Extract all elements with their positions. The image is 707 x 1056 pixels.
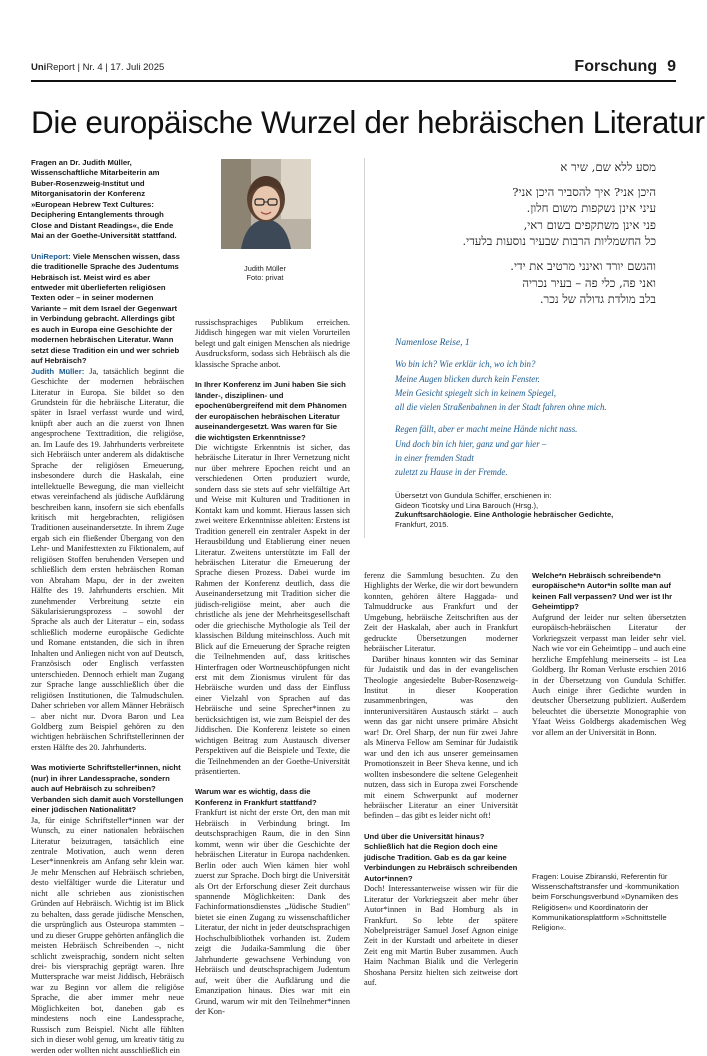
question-3: In Ihrer Konferenz im Juni haben Sie sich länder-, disziplinen- und epochenübergreifend mit dem Phänomen der europäischen hebräischen Literatur auseinandergesetzt. Was waren für Sie die wichtigsten Erkenntnisse? (195, 380, 347, 442)
answer-2: Ja, für einige Schriftsteller*innen war der Wunsch, zu einer nationalen hebräischen Literatur beizutragen, tatsächlich eine zentrale Motivation, auch wenn deren Leser*innenkreis am Anfang sehr klein war. Je mehr Menschen auf Hebräisch schrieben, desto vielfältiger wurde die Literatur und nicht alle schrieben aus zionistischen Gründen auf Hebräisch. Wichtig ist im Blick zu behalten, dass gerade jüdische Menschen, die ursprünglich aus Osteuropa stammten – und zu dieser Gruppe gehörten anfänglich die meisten Hebräisch Schreibenden –, nicht schlicht zweisprachig, sondern nicht selten drei- bis viersprachig geprägt waren. Ihre Muttersprache war meist Jiddisch, Hebräisch war zu Beginn vor allem die religiöse Sprache, die aber immer mehr neue Möglichkeiten bot, daneben gab es mindestens noch eine Landessprache, Russisch zum Beispiel. Nicht alle fühlten sich in dieser wohl genug, um kreativ tätig zu werden oder wollten nicht ausschließlich ein (31, 815, 184, 1055)
poem-line: Mein Gesicht spiegelt sich in keinem Spiegel, (395, 387, 556, 398)
credit-line-3: Zukunftsarchäologie. Eine Anthologie hebräischer Gedichte, (395, 510, 614, 520)
photo-credit: Foto: privat (246, 273, 284, 282)
answer-6: Aufgrund der leider nur selten übersetzten europäisch-hebräischen Literatur der Vorkriegszeit verpasst man leider sehr viel. Nach wie vor ein Geheimtipp – und auch eine herzliche Empfehlung meinerseits – ist Lea Goldberg. Ihr Roman Verluste erschien 2016 in der Übersetzung von Gundula Schiffer. Auch einige ihrer Gedichte wurden in deutscher Übersetzung publiziert. Außerdem beleuchtet die übersetzte Monographie von Yfaat Weiss Goldbergs akademischen Weg vor allem an der Universität in Bonn. (532, 612, 686, 737)
question-5: Und über die Universität hinaus? Schließlich hat die Region doch eine jüdische Tradition. Gab es da gar keine Verbindungen zu Hebräisch schreibenden Autor*innen? (364, 831, 518, 883)
credit-line-4: Frankfurt, 2015. (395, 519, 449, 529)
poem-line: in einer fremden Stadt (395, 453, 474, 464)
photo-caption (200, 264, 330, 282)
hebrew-line: ואני פה, כלי פה – בעיר נכריה (522, 275, 656, 290)
answer-3: Die wichtigste Erkenntnis ist sicher, das hebräische Literatur in Ihrer Vernetzung nicht nur über mehrere Epochen reicht und an verschiedenen Orten produziert wurde, sondern dass sie stets auf sehr vielfältige Art und Weise mit Kulturen und Traditionen in Kontakt kam und kommt. Hieraus lassen sich zwei weitere Erkenntnisse ableiten: Erstens ist Tradition generell ein zentraler Aspekt in der Herausbildung und Etablierung einer neuen Literatur. Zweitens unterstützte im Fall der hebräischen Literatur die Erneuerung der Sprache diesen Prozess. Dabei wurde im Rahmen der Konferenz deutlich, dass die Auseinandersetzung mit Tradition sicher die jüdisch-religiöse meint, aber auch die christliche als jene der Mehrheitsgesellschaft oder die griechische Mythologie als Teil der klassischen Bildung miteinschloss. Auch mit Blick auf die Erneuerung der Sprache reigten die Teilnehmenden auf, dass kritisches Hinterfragen oder Wortneuschöpfungen nicht erst mit dem Zionismus virulent für das Hebräische wurden und dass der Einfluss einer Vielzahl von Sprachen auf das Hebräische und seine Sprecher*innen zu berücksichtigen ist, wie zum Beispiel der des Jiddischen. Die Konferenz leistete so einen wichtigen Beitrag zum Austausch diverser Perspektiven auf die Beispiele und Texte, die die Teilnehmenden an der Goethe-Universität präsentierten. (195, 442, 351, 777)
hebrew-title: מסע ללא שם, שיר א (560, 160, 656, 174)
poem-line: zuletzt zu Hause in der Fremde. (395, 467, 508, 478)
hebrew-line: והגשם יורד ואינני מרטיב את ידי. (510, 258, 656, 273)
publication-info (31, 62, 164, 73)
question-4: Warum war es wichtig, dass die Konferenz in Frankfurt stattfand? (195, 787, 317, 807)
section-name: Forschung (574, 58, 658, 75)
page-header (31, 58, 676, 82)
column-4 (532, 571, 686, 738)
column-2 (195, 318, 350, 1017)
poem-line: Wo bin ich? Wie erklär ich, wo ich bin? (395, 359, 536, 370)
poem-line: Regen fällt, aber er macht meine Hände nicht nass. (395, 424, 578, 435)
german-poem (395, 336, 685, 480)
credit-line-2: Gideon Ticotsky und Lina Barouch (Hrsg.), (395, 500, 539, 510)
question-1 (31, 252, 184, 367)
poem-credit (395, 491, 685, 529)
poem-line: all die vielen Straßenbahnen in der Stadt fahren ohne mich. (395, 402, 607, 413)
credit-line-1: Übersetzt von Gundula Schiffer, erschienen in: (395, 491, 552, 500)
column-1 (31, 158, 184, 1056)
column-3 (364, 571, 518, 989)
q1-text: Viele Menschen wissen, dass die traditionelle Sprache des Judentums Hebräisch ist. Meist wird es aber entweder mit überlieferten religiösen Texten oder – in seiner modernen Variante – mit dem Israel der Gegenwart in Verbindung gebracht. Allerdings gibt es auch in Europa eine Geschichte der modernen hebräischen Literatur. Wann setzt diese Tradition ein und wer schrieb auf Hebräisch? (31, 251, 180, 366)
page-number: 9 (667, 58, 676, 75)
poem-line: Und doch bin ich hier, ganz und gar hier – (395, 438, 547, 449)
hebrew-line: פני אינן משתקפים בשום ראי, (523, 217, 656, 232)
poem-title: Namenlose Reise, 1 (395, 338, 470, 348)
answer-5: Doch! Interessanterweise wissen wir für die Literatur der Vorkriegszeit aber mehr über Autor*innen in Bad Homburg als in Frankfurt. So lebte der spätere Nobelpreisträger Samuel Josef Agnon einige Zeit in der Kurstadt und arbeitete in dieser Zeit eng mit Martin Buber zusammen. Auch Haim Nachman Bialik und die Verlegerin Shoshana Persitz hielten sich zeitweise dort auf. (364, 884, 518, 988)
hebrew-poem (356, 159, 656, 308)
author-photo (221, 159, 311, 249)
interview-credit: Fragen: Louise Zbiranski, Referentin für Wissenschaftstransfer und -kommunikation beim Forschungsverbund »Dynamiken des Religiösen« und Koordinatorin der Kommunikationsplattform »Schnittstelle Religion«. (532, 872, 679, 933)
intro-text: Fragen an Dr. Judith Müller, Wissenschaftliche Mitarbeiterin am Buber-Rosenzweig-Institut und Mitorganisatorin der Konferenz »European Hebrew Text Cultures: Deciphering Entanglements through Close and Distant Readings«, die Ende Mai an der Goethe-Universität stattfand. (31, 158, 177, 241)
section-label (574, 58, 676, 76)
hebrew-line: עיני אינן נשקפות משום חלון. (526, 201, 656, 216)
answer-4-continued: ferenz die Sammlung besuchten. Zu den Highlights der Werke, die wir dort bewundern konnten, gehören ältere Haggada- und Talmuddrucke aus Frankfurt und der Umgebung, hebräische Zeitschriften aus der Zeit der Haskalah, aber auch in Frankfurt gedruckte Übersetzungen moderner hebräischer Literatur. (364, 571, 518, 654)
poem-line: Meine Augen blicken durch kein Fenster. (395, 373, 540, 384)
issue-info: | Nr. 4 | 17. Juli 2025 (74, 62, 165, 73)
article-title: Die europäische Wurzel der hebräischen Literatur (31, 104, 705, 140)
photo-name: Judith Müller (244, 264, 286, 273)
answer-1 (31, 367, 184, 754)
answer-4: Frankfurt ist nicht der erste Ort, den man mit Hebräisch in Verbindung bringt. Im deutschsprachigen Raum, die in den Sinn kommt, wenn wir über die Geschichte der hebräischen Literatur in Europa nachdenken. Berlin oder auch Wien kämen hier wohl zuerst zur Sprache. Doch birgt die Universität als Ort der Erforschung dieser Zeit durchaus spannende Möglichkeiten: Dank des Fachinformationsdienstes „Jüdische Studien" bietet sie einen Zugang zu wissenschaftlicher Literatur, der nicht in jeder deutschsprachigen Hochschulbibliothek vorhanden ist. Zudem zeigt die Judaika-Sammlung die über Jahrhunderte gewachsene Verbindung von Hebräisch und deutschsprachigem Judentum auf, weit über die Aufklärung und die Emanzipation hinaus. Dies war mit ein Grund, warum wir mit den Teilnehmer*innen der Kon- (195, 808, 350, 1016)
a1-text: Ja, tatsächlich beginnt die Geschichte der modernen hebräischen Literatur in Europa. Sie bildet so den Grundstein für die hebräische Literatur, die später in Israel verfasst wurde und wird, knüpft aber auch an die zuerst von Ihnen angesprochene Texttradition, die religiöse, an. Im Laufe des 19. Jahrhunderts verbreitete sich Hebräisch unter anderem als didaktische Sprache der religiösen Erneuerung, insbesondere durch die Haskalah, eine intellektuelle Bewegung, die man vielleicht etwas vereinfachend als jüdische Aufklärung beschreiben kann, insofern sie sich ebenfalls kritisch mit hergebrachten, religiösen Traditionen auseinandersetzte. In ihrem Zuge ergab sich ein fließender Übergang von den Lehr- und Manifesttexten zu Fiktionalem, auf religiösen Stoffen beruhenden Versepen und schließlich dem ersten hebräischen Roman von Abraham Mapu, der in der zweiten Hälfte des 19. Jahrhunderts erschien. Mit zunehmender Verbreitung setzte ein Säkularisierungsprozess – sowohl der Sprache als auch der Literatur – ein, sodass schließlich moderne europäische Gedichte und Romane entstanden, die sich in ihren Inhalten und Anliegen nicht von auf Deutsch, Französisch oder Englisch verfassten unterschieden. Dennoch erhielt man Zugang zur Sprache lange ausschließlich über die religiösen Institutionen, die Talmudschulen. Daher schrieben vor allem Männer Hebräisch – aber nicht nur. Dvora Baron und Lea Goldberg zum Beispiel gehören zu den wichtigen hebräischen Schriftstellerinnen der ersten Hälfte des 20. Jahrhunderts. (31, 366, 184, 752)
brand-rest: Report (46, 62, 75, 73)
hebrew-line: היכן אני? איך להסביר היכן אני? (512, 184, 656, 199)
hebrew-line: כל החשמליות הרבות שבעיר נוסעות בלעדי. (462, 234, 656, 249)
answer-2-continued: russischsprachiges Publikum erreichen. Jiddisch hingegen war mit vielen Vorurteilen belegt und galt einigen Menschen als niedrige Ausdrucksform, sodass sich Hebräisch als die klassische Sprache anbot. (195, 318, 350, 369)
q1-label: UniReport: (31, 251, 71, 261)
hebrew-line: בלב מולדת גדולה של נכר. (539, 292, 656, 307)
question-2: Was motivierte Schriftsteller*innen, nicht (nur) in ihrer Landessprache, sondern auch auf Hebräisch zu schreiben? Verbanden sich damit auch Vorstellungen einer jüdischen Nationalität? (31, 763, 184, 815)
portrait-image (221, 159, 311, 249)
header-rule (31, 80, 676, 82)
brand-bold: Uni (31, 62, 47, 73)
answer-4-part-3: Darüber hinaus konnten wir das Seminar für Judaistik und das in der evangelischen Theologie angesiedelte Buber-Rosenzweig-Institut in dieser Kooperation zusammenbringen, was den innteruniversitären Austausch stärkt – auch wenn das gar nicht unsere primäre Absicht war! Dr. Orel Sharp, der nun für zwei Jahre als Minerva Fellow am Seminar für Judaistik war und den ich aus unserer gemeinsamen Promotionszeit in Beer Sheva kenne, und ich wollten insbesondere die seltene Gelegenheit nutzen, dass sich in Europa zwei Forschende mit einem Schwerpunkt auf moderner hebräischer Literatur an einer Universität befinden – das gibt es leider nicht oft! (364, 654, 518, 821)
a1-label: Judith Müller: (31, 366, 85, 376)
question-6: Welche*n Hebräisch schreibende*n europäische*n Autor*in sollte man auf keinen Fall verpassen? Und wer ist Ihr Geheimtipp? (532, 571, 673, 612)
